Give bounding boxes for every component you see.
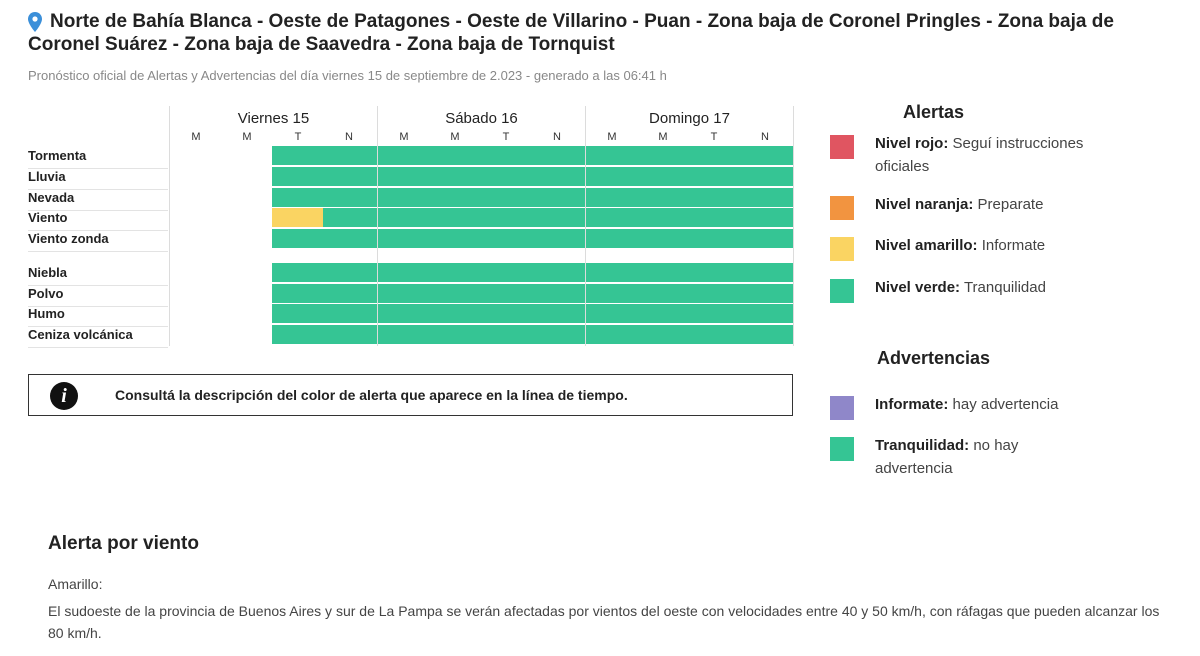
alert-cell-verde bbox=[531, 284, 585, 303]
alert-cell-verde bbox=[637, 325, 688, 344]
phenomenon-label: Lluvia bbox=[28, 169, 168, 190]
alert-cell-verde bbox=[739, 188, 793, 207]
alert-cell-verde bbox=[531, 229, 585, 248]
alert-cell-verde bbox=[637, 284, 688, 303]
alert-cell-verde bbox=[480, 229, 531, 248]
alert-cell-verde bbox=[739, 325, 793, 344]
legend-text bbox=[875, 132, 1085, 178]
legend-text bbox=[875, 393, 1085, 416]
alert-detail-description: El sudoeste de la provincia de Buenos Aires y sur de La Pampa se verán afectadas por vientos del oeste con velocidades entre 40 y 50 km/h, con ráfagas que pueden alcanzar los 80 km/h. bbox=[48, 603, 1160, 641]
forecast-subtitle: Pronóstico oficial de Alertas y Advertencias del día viernes 15 de septiembre de 2.023 - generado a las 06:41 h bbox=[28, 68, 667, 83]
alert-cell-verde bbox=[531, 304, 585, 323]
phenomenon-label: Tormenta bbox=[28, 148, 168, 169]
alert-cell-verde bbox=[637, 304, 688, 323]
alert-cell-verde bbox=[480, 263, 531, 282]
period-label: M bbox=[450, 131, 460, 143]
alert-cell-verde bbox=[637, 263, 688, 282]
alert-cell-verde bbox=[480, 284, 531, 303]
color-swatch bbox=[830, 396, 854, 420]
period-label: M bbox=[607, 131, 617, 143]
alert-cell-verde bbox=[531, 146, 585, 165]
alert-cell-verde bbox=[531, 188, 585, 207]
alert-cell-verde bbox=[378, 146, 429, 165]
day-label: Sábado 16 bbox=[445, 110, 518, 127]
alert-cell-verde bbox=[272, 188, 323, 207]
legend-desc: Tranquilidad bbox=[960, 279, 1046, 296]
legend-level: Nivel rojo: bbox=[875, 135, 949, 152]
alert-cell-verde bbox=[323, 208, 377, 227]
period-label: M bbox=[191, 131, 201, 143]
alert-cell-verde bbox=[586, 263, 637, 282]
alert-cell-verde bbox=[480, 167, 531, 186]
info-icon: i bbox=[50, 382, 78, 410]
alert-cell-verde bbox=[637, 167, 688, 186]
alert-detail-level: Amarillo: bbox=[48, 576, 103, 592]
alert-cell-verde bbox=[272, 325, 323, 344]
alert-cell-verde bbox=[586, 325, 637, 344]
page-header bbox=[28, 10, 1188, 56]
period-label: T bbox=[294, 131, 302, 143]
alert-cell-verde bbox=[688, 208, 739, 227]
grid-divider bbox=[169, 106, 170, 346]
alert-cell-verde bbox=[480, 304, 531, 323]
alert-cell-verde bbox=[429, 167, 480, 186]
period-label: N bbox=[345, 131, 353, 143]
alert-cell-verde bbox=[378, 284, 429, 303]
legend-desc: Informate bbox=[977, 237, 1046, 254]
alert-cell-verde bbox=[739, 304, 793, 323]
alert-cell-verde bbox=[429, 263, 480, 282]
phenomenon-label: Nevada bbox=[28, 190, 168, 211]
alert-cell-verde bbox=[272, 229, 323, 248]
info-box bbox=[28, 374, 793, 416]
alert-cell-verde bbox=[323, 146, 377, 165]
phenomenon-label: Niebla bbox=[28, 265, 168, 286]
alert-cell-verde bbox=[323, 188, 377, 207]
alert-cell-verde bbox=[688, 146, 739, 165]
alert-cell-verde bbox=[531, 208, 585, 227]
legend-text bbox=[875, 434, 1085, 480]
period-label: M bbox=[399, 131, 409, 143]
alert-cell-verde bbox=[586, 229, 637, 248]
alert-cell-verde bbox=[688, 188, 739, 207]
alert-cell-verde bbox=[637, 208, 688, 227]
alert-cell-verde bbox=[429, 304, 480, 323]
alert-cell-verde bbox=[739, 167, 793, 186]
alert-cell-verde bbox=[586, 304, 637, 323]
legend-text bbox=[875, 276, 1085, 299]
alert-cell-verde bbox=[739, 263, 793, 282]
alert-cell-verde bbox=[323, 325, 377, 344]
period-label: T bbox=[502, 131, 510, 143]
legend-text bbox=[875, 193, 1085, 216]
alert-cell-verde bbox=[688, 167, 739, 186]
legend-desc: Preparate bbox=[973, 196, 1044, 213]
period-label: N bbox=[553, 131, 561, 143]
legend-desc: hay advertencia bbox=[948, 396, 1059, 413]
period-label: M bbox=[658, 131, 668, 143]
alert-cell-verde bbox=[378, 304, 429, 323]
color-swatch bbox=[830, 437, 854, 461]
phenomenon-label: Polvo bbox=[28, 286, 168, 307]
alert-detail-title: Alerta por viento bbox=[48, 533, 199, 554]
alert-cell-verde bbox=[480, 325, 531, 344]
legend-level: Nivel amarillo: bbox=[875, 237, 978, 254]
period-label: M bbox=[242, 131, 252, 143]
day-label: Viernes 15 bbox=[237, 110, 310, 127]
alert-cell-verde bbox=[586, 188, 637, 207]
alert-cell-verde bbox=[323, 229, 377, 248]
alert-cell-verde bbox=[739, 229, 793, 248]
grid-divider bbox=[793, 106, 794, 346]
alert-cell-verde bbox=[429, 146, 480, 165]
period-label: T bbox=[710, 131, 718, 143]
alert-cell-verde bbox=[272, 167, 323, 186]
alert-cell-amarillo bbox=[272, 208, 323, 227]
page-title: Norte de Bahía Blanca - Oeste de Patagones - Oeste de Villarino - Puan - Zona baja de Coronel Pringles - Zona baja de Coronel Suárez - Zona baja de Saavedra - Zona baja de Tornquist bbox=[28, 11, 1114, 55]
alert-cell-verde bbox=[272, 146, 323, 165]
legend-desc: Seguí instrucciones oficiales bbox=[875, 135, 1084, 175]
alert-cell-verde bbox=[688, 229, 739, 248]
legend-level: Tranquilidad: bbox=[875, 437, 970, 454]
alert-cell-verde bbox=[429, 229, 480, 248]
alert-cell-verde bbox=[586, 208, 637, 227]
alert-timeline-grid bbox=[28, 106, 793, 346]
alert-cell-verde bbox=[637, 229, 688, 248]
legend-level: Nivel verde: bbox=[875, 279, 961, 296]
alert-cell-verde bbox=[429, 284, 480, 303]
alert-cell-verde bbox=[531, 263, 585, 282]
alert-cell-verde bbox=[688, 304, 739, 323]
color-swatch bbox=[830, 196, 854, 220]
alert-cell-verde bbox=[531, 325, 585, 344]
phenomenon-label: Ceniza volcánica bbox=[28, 327, 168, 348]
alert-cell-verde bbox=[378, 188, 429, 207]
color-swatch bbox=[830, 135, 854, 159]
alert-cell-verde bbox=[323, 284, 377, 303]
alert-cell-verde bbox=[429, 325, 480, 344]
phenomenon-label: Humo bbox=[28, 306, 168, 327]
alert-cell-verde bbox=[378, 229, 429, 248]
alert-cell-verde bbox=[637, 146, 688, 165]
alert-cell-verde bbox=[480, 208, 531, 227]
alert-cell-verde bbox=[378, 325, 429, 344]
alert-cell-verde bbox=[272, 304, 323, 323]
legend-desc: no hay advertencia bbox=[875, 437, 1019, 477]
legend-advertencias-title: Advertencias bbox=[877, 348, 991, 368]
alert-cell-verde bbox=[688, 263, 739, 282]
legend-alertas-title: Alertas bbox=[903, 102, 965, 122]
alert-cell-verde bbox=[272, 284, 323, 303]
alert-cell-verde bbox=[378, 208, 429, 227]
alert-cell-verde bbox=[739, 284, 793, 303]
phenomenon-label: Viento zonda bbox=[28, 231, 168, 252]
alert-cell-verde bbox=[586, 146, 637, 165]
color-swatch bbox=[830, 279, 854, 303]
color-swatch bbox=[830, 237, 854, 261]
alert-cell-verde bbox=[480, 146, 531, 165]
location-pin-icon bbox=[28, 12, 42, 32]
day-label: Domingo 17 bbox=[649, 110, 730, 127]
phenomenon-label: Viento bbox=[28, 210, 168, 231]
period-label: N bbox=[761, 131, 769, 143]
alert-cell-verde bbox=[429, 188, 480, 207]
alert-cell-verde bbox=[531, 167, 585, 186]
alert-cell-verde bbox=[637, 188, 688, 207]
alert-cell-verde bbox=[378, 263, 429, 282]
alert-cell-verde bbox=[586, 284, 637, 303]
alert-cell-verde bbox=[739, 208, 793, 227]
alert-cell-verde bbox=[323, 304, 377, 323]
info-text: Consultá la descripción del color de alerta que aparece en la línea de tiempo. bbox=[115, 387, 628, 403]
alert-cell-verde bbox=[688, 284, 739, 303]
alert-cell-verde bbox=[586, 167, 637, 186]
alert-cell-verde bbox=[739, 146, 793, 165]
alert-cell-verde bbox=[272, 263, 323, 282]
legend-text bbox=[875, 234, 1085, 257]
alert-cell-verde bbox=[480, 188, 531, 207]
legend-level: Informate: bbox=[875, 396, 949, 413]
legend-level: Nivel naranja: bbox=[875, 196, 974, 213]
alert-cell-verde bbox=[429, 208, 480, 227]
alert-cell-verde bbox=[378, 167, 429, 186]
alert-cell-verde bbox=[323, 167, 377, 186]
alert-cell-verde bbox=[323, 263, 377, 282]
alert-cell-verde bbox=[688, 325, 739, 344]
